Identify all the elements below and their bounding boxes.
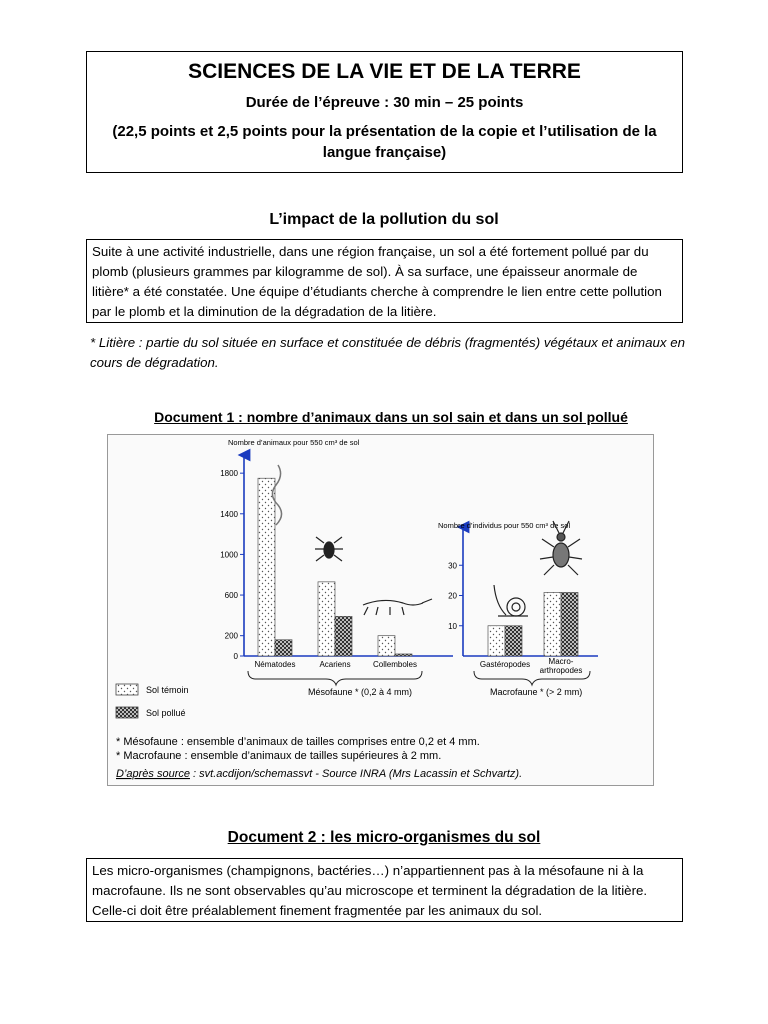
y-tick-label-1-0: 10 [448, 621, 457, 631]
snail-icon [494, 585, 528, 616]
legend-control-swatch [116, 684, 138, 695]
document1-title: Document 1 : nombre d’animaux dans un sol sain et dans un sol pollué [154, 409, 628, 425]
y-axis-label-0: Nombre d’animaux pour 550 cm³ de sol [228, 438, 360, 447]
bar-0-0-0 [258, 478, 275, 656]
bar-0-2-1 [395, 654, 412, 656]
mesofaune-brace [248, 671, 422, 685]
bar-1-0-0 [488, 626, 505, 656]
mesofaune-definition: * Mésofaune : ensemble d’animaux de tailles comprises entre 0,2 et 4 mm. [116, 736, 480, 748]
category-label-0-1: Acariens [319, 660, 351, 669]
legend-control-label: Sol témoin [146, 685, 189, 695]
bar-0-1-1 [335, 616, 352, 656]
section-title: L’impact de la pollution du sol [269, 211, 499, 228]
macrofaune-definition: * Macrofaune : ensemble d’animaux de tailles supérieures à 2 mm. [116, 750, 442, 762]
source-line [116, 768, 522, 780]
category-label-line2: arthropodes [539, 666, 583, 675]
y-tick-label-0-3: 1000 [220, 550, 238, 560]
mesofaune-label: Mésofaune * (0,2 à 4 mm) [308, 687, 413, 697]
exam-duration: Durée de l’épreuve : 30 min – 25 points [245, 94, 524, 111]
exam-title: SCIENCES DE LA VIE ET DE LA TERRE [188, 60, 581, 83]
bar-1-1-1 [561, 592, 578, 656]
mite-icon [315, 537, 343, 561]
y-tick-label-0-4: 1400 [220, 509, 238, 519]
litiere-footnote: * Litière : partie du sol située en surface et constituée de débris (fragmentés) végétaux et animaux en cours de dégradation. [90, 335, 686, 370]
category-label-1-1 [540, 657, 583, 675]
intro-text: Suite à une activité industrielle, dans une région française, un sol a été fortement pollué par du plomb (plusieurs grammes par kilogramme de sol). À sa surface, une épaisseur anormale de litière* a été constatée. Une équipe d’étudiants cherche à comprendre le lien entre cette pollution par le plomb et la diminution de la dégradation de la litière. [86, 239, 683, 323]
mesofaune-chart [220, 438, 453, 669]
bar-1-1-0 [544, 592, 561, 656]
y-tick-label-0-1: 200 [224, 631, 238, 641]
bar-0-1-0 [318, 582, 335, 656]
points-note: (22,5 points et 2,5 points pour la présentation de la copie et l’utilisation de la langue française) [112, 123, 657, 161]
y-axis-label-1: Nombre d’individus pour 550 cm³ de sol [438, 521, 571, 530]
document2-text: Les micro-organismes (champignons, bactéries…) n’appartiennent pas à la mésofaune ni à la macrofaune. Ils ne sont observables qu’au microscope et terminent la dégradation de la litière. Celle-ci doit être préalablement finement fragmentée par les animaux du sol. [86, 858, 683, 922]
animals-chart [108, 435, 653, 785]
document1-figure [107, 434, 654, 786]
springtail-icon [363, 599, 432, 615]
document2-title: Document 2 : les micro-organismes du sol [227, 829, 541, 846]
bar-1-0-1 [505, 626, 522, 656]
bar-0-2-0 [378, 636, 395, 656]
category-label-1-0: Gastéropodes [479, 660, 531, 669]
y-tick-label-0-2: 600 [224, 591, 238, 601]
category-label-line1: Macro- [548, 657, 574, 666]
macrofaune-label: Macrofaune * (> 2 mm) [490, 687, 583, 697]
y-tick-label-1-2: 30 [448, 561, 457, 571]
bar-0-0-1 [275, 640, 292, 656]
y-tick-label-0-0: 0 [233, 652, 238, 661]
source-prefix: D’après source [116, 768, 190, 780]
y-tick-label-0-5: 1800 [220, 469, 238, 479]
category-label-0-2: Collemboles [372, 660, 418, 669]
source-text: : svt.acdijon/schemassvt - Source INRA (Mrs Lacassin et Schvartz). [189, 768, 523, 780]
legend-polluted-swatch [116, 707, 138, 718]
y-tick-label-1-1: 20 [448, 591, 457, 601]
exam-header [86, 51, 683, 173]
category-label-0-0: Nématodes [254, 660, 296, 669]
legend-polluted-label: Sol pollué [146, 708, 186, 718]
